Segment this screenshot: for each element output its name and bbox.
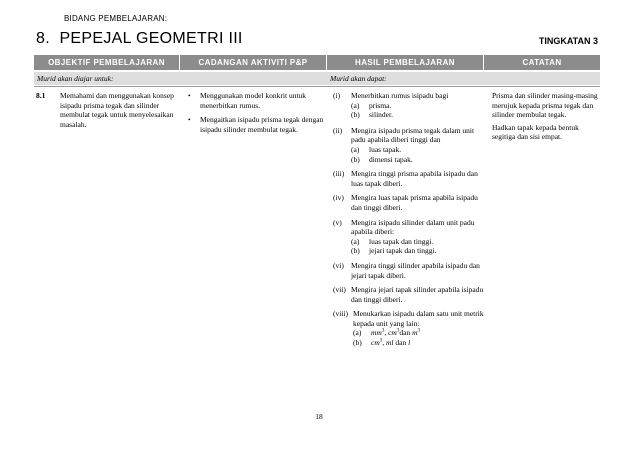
outcome-item: (i) Menerbitkan rumus isipadu bagi (a) prisma. (b) silinder. bbox=[333, 91, 488, 120]
activity-item: • Menggunakan model konkrit untuk menerbitkan rumus. bbox=[188, 91, 307, 110]
outcome-subitem: (b) dimensi tapak. bbox=[351, 154, 413, 164]
outcome-item: (vi) Mengira tinggi silinder apabila isipadu dan jejari tapak diberi. bbox=[333, 260, 480, 280]
outcome-subitem: (b) jejari tapak dan tinggi. bbox=[351, 246, 437, 256]
objective-cell bbox=[36, 91, 178, 129]
unit-conversion-row: (a) $mm^3$, $cm^3dan$ $m^3$ bbox=[353, 328, 420, 338]
row-divider bbox=[34, 86, 600, 87]
subheader-taught: Murid akan diajar untuk: bbox=[37, 74, 114, 83]
chapter-number: 8. bbox=[36, 30, 50, 47]
activities-cell bbox=[184, 91, 330, 139]
objective-text: Memahami dan menggunakan konsep isipadu prisma tegak dan silinder membulat tegak untuk menyelesaikan masalah. bbox=[60, 91, 174, 129]
outcomes-cell bbox=[333, 91, 488, 353]
column-header-cadangan: CADANGAN AKTIVITI P&P bbox=[180, 55, 327, 70]
outcome-item: (v) Mengira isipadu silinder dalam unit padu apabila diberi: (a) luas tapak dan tinggi. (b) jejari tapak dan tinggi. bbox=[333, 218, 488, 256]
note-text: Prisma dan silinder masing-masing merujuk kepada prisma tegak dan silinder membulat tegak. bbox=[492, 91, 598, 120]
form-level: TINGKATAN 3 bbox=[538, 36, 598, 46]
column-header-catatan: CATATAN bbox=[522, 58, 562, 67]
column-header-hasil: HASIL PEMBELAJARAN bbox=[327, 55, 484, 70]
note-text: Hadkan tapak kepada bentuk segitiga dan sisi empat. bbox=[492, 122, 579, 142]
outcome-item: (iv) Mengira luas tapak prisma apabila isipadu dan tinggi diberi. bbox=[333, 193, 478, 212]
activity-item: • Mengaitkan isipadu prisma tegak dengan isipadu silinder membulat tegak. bbox=[188, 115, 324, 134]
outcome-item: (viii) Menukarkan isipadu dalam satu unit metrik kepada unit yang lain: (a) $mm^3$, $cm^3dan$ $m^3$ (b) $cm^3$, ml dan l bbox=[333, 309, 488, 347]
objective-number: 8.1 bbox=[36, 91, 46, 100]
page-number: 18 bbox=[315, 412, 323, 421]
bullet-icon: • bbox=[188, 91, 191, 100]
table-header bbox=[34, 55, 600, 70]
bullet-icon: • bbox=[188, 115, 191, 125]
outcome-subitem: (b) silinder. bbox=[351, 110, 393, 120]
outcome-subitem: (a) luas tapak dan tinggi. bbox=[351, 236, 434, 246]
outcome-subitem: (a) luas tapak. bbox=[351, 144, 402, 154]
subheader-able: Murid akan dapat: bbox=[330, 74, 387, 83]
subject-area-label: BIDANG PEMBELAJARAN: bbox=[64, 14, 168, 23]
outcome-item: (iii) Mengira tinggi prisma apabila isipadu dan luas tapak diberi. bbox=[333, 169, 478, 188]
chapter-name: PEPEJAL GEOMETRI III bbox=[59, 30, 243, 47]
table-subheader bbox=[34, 72, 600, 85]
unit-conversion-row: (b) $cm^3$, ml dan l bbox=[353, 338, 411, 348]
outcome-subitem: (a) prisma. bbox=[351, 100, 392, 110]
outcome-item: (ii) Mengira isipadu prisma tegak dalam unit padu apabila diberi tinggi dan (a) luas tapak. (b) dimensi tapak. bbox=[333, 126, 488, 164]
chapter-title bbox=[36, 30, 243, 48]
column-header-objektif: OBJEKTIF PEMBELAJARAN bbox=[34, 55, 180, 70]
notes-cell bbox=[492, 91, 600, 145]
outcome-item: (vii) Mengira jejari tapak silinder apabila isipadu dan tinggi diberi. bbox=[333, 285, 484, 304]
